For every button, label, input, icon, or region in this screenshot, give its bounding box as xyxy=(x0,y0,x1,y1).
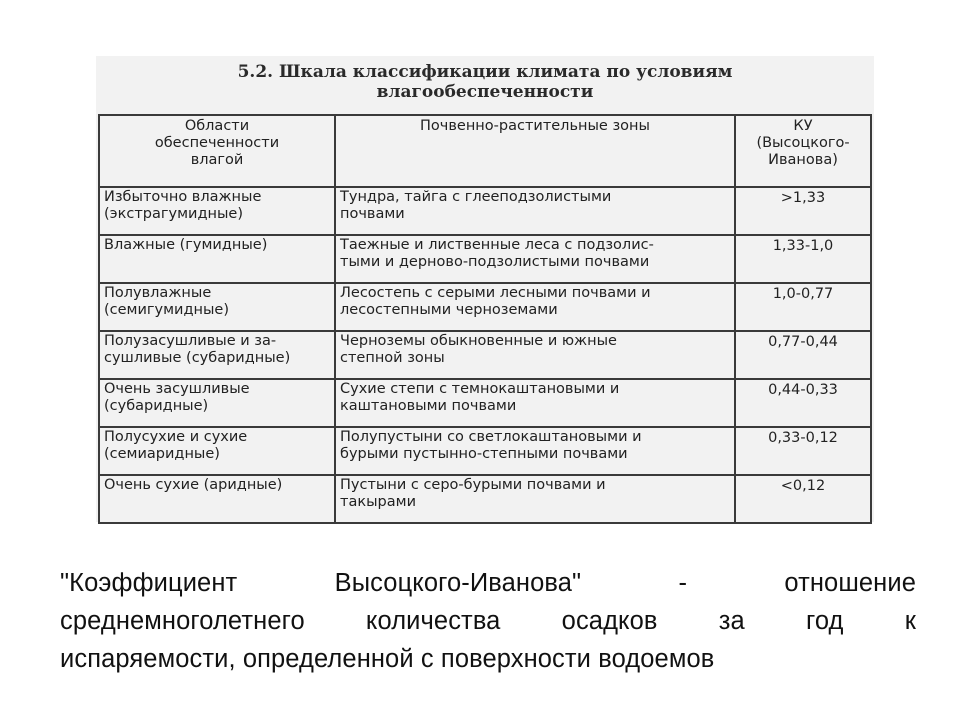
header-line: Почвенно-растительные зоны xyxy=(420,118,650,134)
cell-zone-line: тыми и дерново-подзолистыми почвами xyxy=(340,254,650,270)
cell-zone-line: такырами xyxy=(340,494,416,510)
cell-zone-line: Полупустыни со светлокаштановыми и xyxy=(340,429,642,445)
cell-area-line: (семиаридные) xyxy=(104,446,220,462)
cell-ku: 1,0-0,77 xyxy=(735,283,871,331)
cell-ku: <0,12 xyxy=(735,475,871,523)
cell-ku: 0,33-0,12 xyxy=(735,427,871,475)
table-row xyxy=(99,475,871,523)
cell-ku: 0,44-0,33 xyxy=(735,379,871,427)
cell-zone-line: каштановыми почвами xyxy=(340,398,517,414)
cell-zone-line: Черноземы обыкновенные и южные xyxy=(340,333,617,349)
header-line: влагой xyxy=(190,152,244,168)
cell-ku: 1,33-1,0 xyxy=(735,235,871,283)
table-body xyxy=(99,187,871,523)
cell-zone-line: степной зоны xyxy=(340,350,445,366)
cell-area-line: Полусухие и сухие xyxy=(104,429,248,445)
cell-area xyxy=(99,235,335,283)
header-line: Области xyxy=(184,118,250,134)
table-title xyxy=(96,62,874,102)
scanned-table-image xyxy=(96,56,874,522)
table-row xyxy=(99,235,871,283)
cell-zone xyxy=(335,475,735,523)
cell-zone-line: Лесостепь с серыми лесными почвами и xyxy=(340,285,651,301)
table-row xyxy=(99,187,871,235)
cell-zone-line: почвами xyxy=(340,206,405,222)
table-row xyxy=(99,283,871,331)
cell-ku: >1,33 xyxy=(735,187,871,235)
table-row xyxy=(99,427,871,475)
cell-zone xyxy=(335,379,735,427)
table-header-row xyxy=(99,115,871,187)
cell-zone xyxy=(335,235,735,283)
cell-area-line: Очень засушливые xyxy=(104,381,250,397)
cell-area-line: Избыточно влажные xyxy=(104,189,262,205)
cell-area-line: (экстрагумидные) xyxy=(104,206,243,222)
cell-area xyxy=(99,379,335,427)
cell-area-line: Влажные (гумидные) xyxy=(104,237,268,253)
table-row xyxy=(99,379,871,427)
cell-zone xyxy=(335,283,735,331)
note-line-3: испаряемости, определенной с поверхности водоемов xyxy=(60,645,715,673)
table-title-line-2: влагообеспеченности xyxy=(376,82,594,102)
cell-area-line: (семигумидные) xyxy=(104,302,230,318)
cell-zone-line: Тундра, тайга с глееподзолистыми xyxy=(340,189,612,205)
cell-area-line: Полузасушливые и за- xyxy=(104,333,277,349)
cell-area xyxy=(99,427,335,475)
cell-area xyxy=(99,187,335,235)
header-line: Иванова) xyxy=(768,152,838,168)
cell-area xyxy=(99,475,335,523)
header-zone xyxy=(335,115,735,187)
cell-zone xyxy=(335,187,735,235)
cell-area-line: сушливые (субаридные) xyxy=(104,350,291,366)
cell-zone-line: бурыми пустынно-степными почвами xyxy=(340,446,628,462)
header-ku xyxy=(735,115,871,187)
cell-area xyxy=(99,331,335,379)
table-title-line-1: 5.2. Шкала классификации климата по условиям xyxy=(237,62,733,82)
cell-area-line: Полувлажные xyxy=(104,285,212,301)
cell-area-line: (субаридные) xyxy=(104,398,209,414)
cell-area-line: Очень сухие (аридные) xyxy=(104,477,283,493)
header-line: (Высоцкого- xyxy=(756,135,850,151)
header-area xyxy=(99,115,335,187)
definition-note xyxy=(60,564,916,678)
note-line-2: среднемноголетнего количества осадков за год к xyxy=(60,607,916,635)
cell-zone-line: Таежные и лиственные леса с подзолис- xyxy=(340,237,654,253)
cell-area xyxy=(99,283,335,331)
cell-zone-line: Сухие степи с темнокаштановыми и xyxy=(340,381,620,397)
header-line: обеспеченности xyxy=(154,135,280,151)
table-row xyxy=(99,331,871,379)
note-line-1: "Коэффициент Высоцкого-Иванова" - отношение xyxy=(60,569,916,597)
climate-classification-table xyxy=(98,114,872,524)
header-line: КУ xyxy=(793,118,813,134)
cell-ku: 0,77-0,44 xyxy=(735,331,871,379)
cell-zone xyxy=(335,331,735,379)
cell-zone-line: лесостепными черноземами xyxy=(340,302,558,318)
cell-zone-line: Пустыни с серо-бурыми почвами и xyxy=(340,477,606,493)
cell-zone xyxy=(335,427,735,475)
